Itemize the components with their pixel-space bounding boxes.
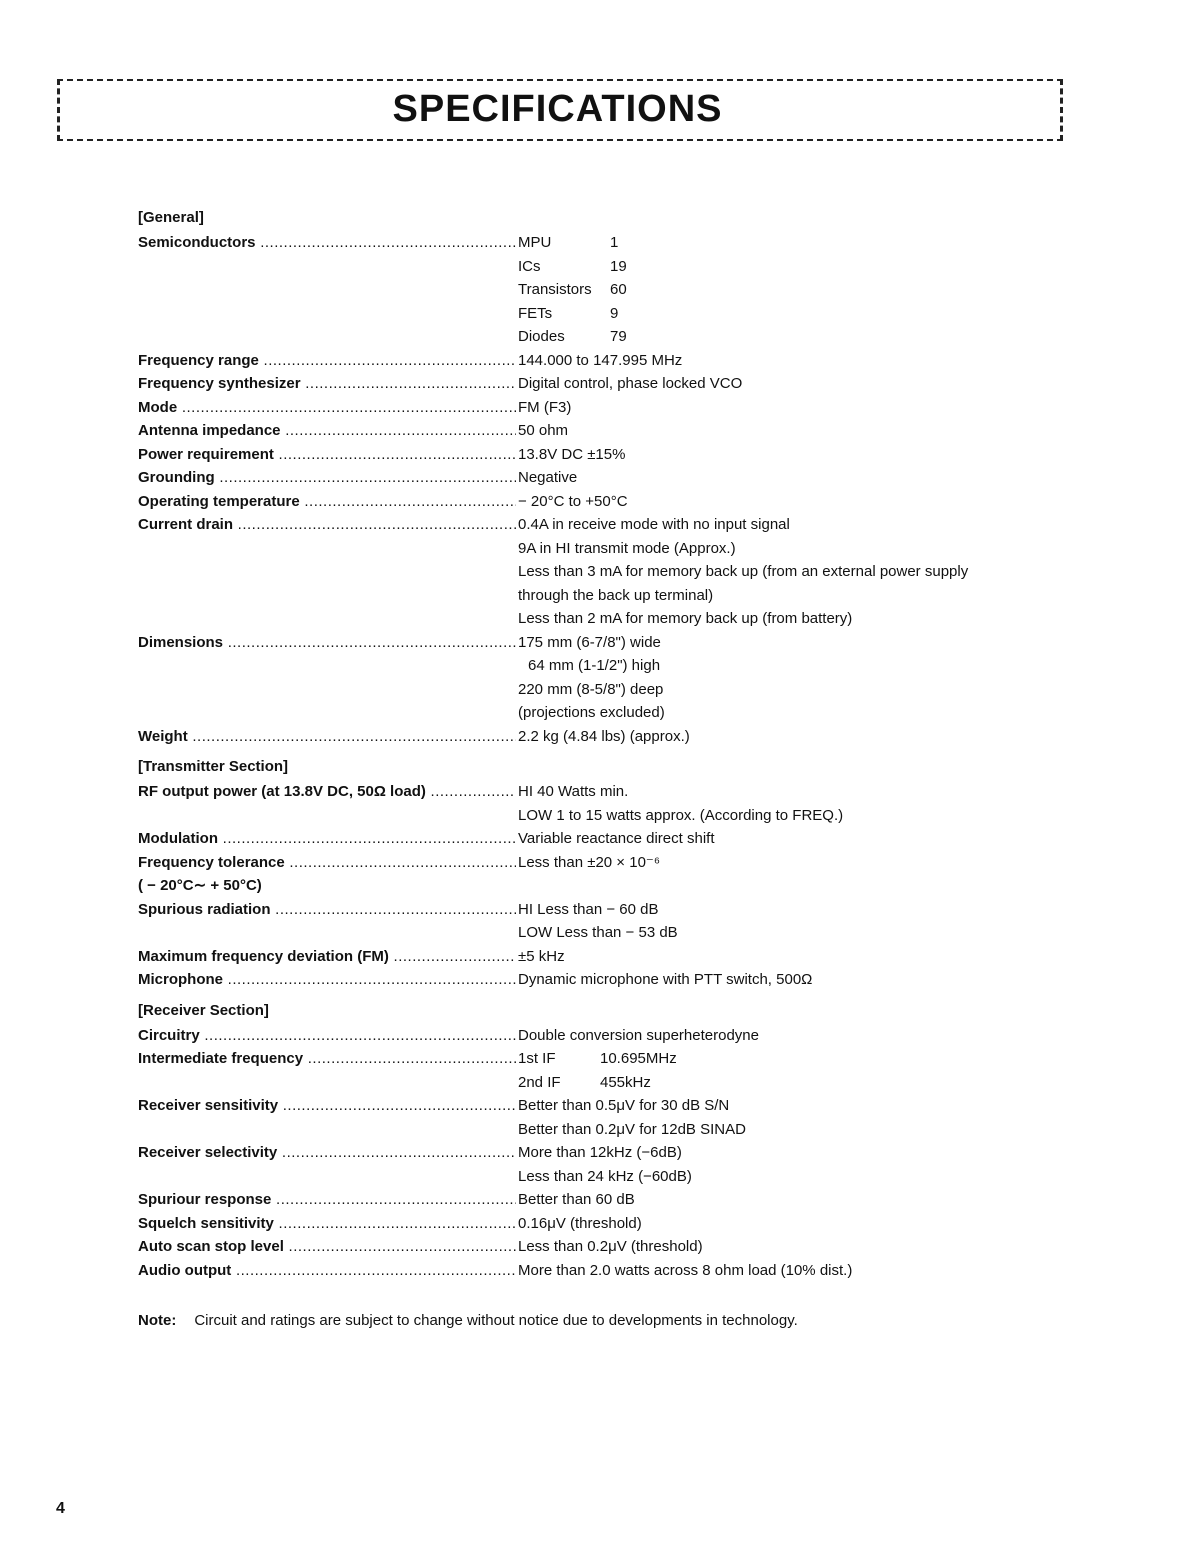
spec-value: 175 mm (6-7/8") wide <box>518 633 661 651</box>
spec-value: 1st IF 10.695MHz <box>518 1050 677 1067</box>
spec-row-continuation <box>138 607 1068 631</box>
spec-value: More than 2.0 watts across 8 ohm load (10% dist.) <box>518 1261 853 1279</box>
spec-label: Spurious radiation ..... <box>138 898 516 922</box>
spec-value: Less than 0.2μV (threshold) <box>518 1238 703 1255</box>
spec-row-rf-output <box>138 780 1068 804</box>
spec-row-spurious-radiation <box>138 898 1068 922</box>
spec-row-semiconductors <box>138 231 1068 255</box>
spec-value: 144.000 to 147.995 MHz <box>518 351 683 369</box>
spec-value: ICs 19 <box>518 257 627 275</box>
spec-value: Less than 2 mA for memory back up (from battery) <box>518 610 853 627</box>
spec-row-continuation <box>138 921 1068 945</box>
spec-row-intermediate-frequency <box>138 1047 1068 1071</box>
spec-label: Frequency range ..... <box>138 349 516 373</box>
spec-row-continuation <box>138 678 1068 702</box>
spec-value: (projections excluded) <box>518 704 665 721</box>
spec-label: Weight ..... <box>138 725 516 749</box>
spec-row-audio-output <box>138 1259 1068 1283</box>
spec-row-continuation <box>138 560 1068 584</box>
spec-value: Diodes 79 <box>518 328 627 345</box>
spec-value: Less than 3 mA for memory back up (from an external power supply <box>518 563 969 580</box>
specifications-list <box>138 205 1068 1282</box>
section-heading-transmitter: [Transmitter Section] <box>138 758 289 775</box>
spec-row-squelch-sensitivity <box>138 1212 1068 1236</box>
spec-row-weight <box>138 725 1068 749</box>
spec-row-continuation <box>138 537 1068 561</box>
spec-row-operating-temperature <box>138 490 1068 514</box>
spec-value: Digital control, phase locked VCO <box>518 375 743 392</box>
spec-row-continuation <box>138 701 1068 725</box>
spec-value: through the back up terminal) <box>518 586 714 604</box>
spec-label: Auto scan stop level ..... <box>138 1235 516 1259</box>
spec-label: Receiver selectivity ..... <box>138 1141 516 1165</box>
spec-label: Power requirement ..... <box>138 443 516 467</box>
spec-value: 220 mm (8-5/8") deep <box>518 680 664 698</box>
spec-row-grounding <box>138 466 1068 490</box>
spec-value: Variable reactance direct shift <box>518 830 715 847</box>
spec-row-continuation <box>138 584 1068 608</box>
spec-sub-label-temperature-range: ( − 20°C∼ + 50°C) <box>138 877 262 894</box>
spec-value: Less than ±20 × 10⁻⁶ <box>518 853 661 871</box>
spec-row-frequency-tolerance <box>138 851 1068 875</box>
spec-value: Less than 24 kHz (−60dB) <box>518 1167 692 1185</box>
page-number: 4 <box>56 1500 65 1517</box>
spec-value: 64 mm (1-1/2") high <box>528 657 661 674</box>
spec-row-max-deviation <box>138 945 1068 969</box>
spec-row-circuitry <box>138 1024 1068 1048</box>
spec-row-current-drain <box>138 513 1068 537</box>
spec-label: Spuriour response ..... <box>138 1188 516 1212</box>
spec-row-auto-scan-stop-level <box>138 1235 1068 1259</box>
spec-value: Better than 0.2μV for 12dB SINAD <box>518 1120 746 1138</box>
spec-row-power-requirement <box>138 443 1068 467</box>
spec-label: Microphone ..... <box>138 968 516 992</box>
section-heading-general: [General] <box>138 209 204 226</box>
spec-label: Intermediate frequency ..... <box>138 1047 516 1071</box>
spec-value: LOW Less than − 53 dB <box>518 924 678 941</box>
spec-value: Negative <box>518 469 578 486</box>
spec-row-continuation <box>138 325 1068 349</box>
spec-label: Mode ..... <box>138 396 516 420</box>
spec-row-dimensions <box>138 631 1068 655</box>
spec-label: Frequency tolerance ..... <box>138 851 516 875</box>
spec-row-continuation <box>138 1118 1068 1142</box>
spec-value: ±5 kHz <box>518 947 565 965</box>
spec-value: 9A in HI transmit mode (Approx.) <box>518 539 736 557</box>
spec-value: More than 12kHz (−6dB) <box>518 1144 682 1161</box>
spec-value: 50 ohm <box>518 422 569 439</box>
spec-value: Transistors 60 <box>518 281 627 298</box>
note-text: Circuit and ratings are subject to change without notice due to developments in technology. <box>194 1312 798 1329</box>
spec-value: HI Less than − 60 dB <box>518 900 659 918</box>
spec-value: Double conversion superheterodyne <box>518 1026 759 1044</box>
spec-label: Dimensions ..... <box>138 631 516 655</box>
spec-label: Receiver sensitivity ..... <box>138 1094 516 1118</box>
spec-row-continuation <box>138 1165 1068 1189</box>
spec-value: FM (F3) <box>518 398 572 416</box>
spec-row-mode <box>138 396 1068 420</box>
spec-label: Circuitry ..... <box>138 1024 516 1048</box>
spec-label: Maximum frequency deviation (FM) ..... <box>138 945 516 969</box>
spec-row-receiver-selectivity <box>138 1141 1068 1165</box>
spec-value: − 20°C to +50°C <box>518 492 628 510</box>
spec-label: Operating temperature ..... <box>138 490 516 514</box>
spec-label: Audio output ..... <box>138 1259 516 1283</box>
spec-value: Better than 0.5μV for 30 dB S/N <box>518 1097 730 1114</box>
spec-row-continuation <box>138 302 1068 326</box>
spec-label: RF output power (at 13.8V DC, 50Ω load) ..... <box>138 780 516 804</box>
spec-row-frequency-synthesizer <box>138 372 1068 396</box>
spec-value: 0.16μV (threshold) <box>518 1214 642 1232</box>
note <box>138 1312 798 1329</box>
spec-row-continuation <box>138 1071 1068 1095</box>
spec-label: Frequency synthesizer ..... <box>138 372 516 396</box>
spec-row-spurious-response <box>138 1188 1068 1212</box>
page-title: SPECIFICATIONS <box>392 88 723 130</box>
note-label: Note: <box>138 1312 177 1329</box>
spec-value: MPU 1 <box>518 234 619 251</box>
spec-value: Dynamic microphone with PTT switch, 500Ω <box>518 971 813 988</box>
spec-value: HI 40 Watts min. <box>518 783 629 800</box>
spec-row-continuation <box>138 255 1068 279</box>
spec-row-modulation <box>138 827 1068 851</box>
spec-label: Squelch sensitivity ..... <box>138 1212 516 1236</box>
spec-row-continuation <box>138 804 1068 828</box>
section-heading-receiver: [Receiver Section] <box>138 1001 269 1019</box>
spec-value: Better than 60 dB <box>518 1191 635 1208</box>
spec-value: FETs 9 <box>518 304 619 322</box>
spec-row-antenna-impedance <box>138 419 1068 443</box>
spec-value: LOW 1 to 15 watts approx. (According to FREQ.) <box>518 806 844 824</box>
spec-row-continuation <box>138 654 1068 678</box>
spec-row-frequency-range <box>138 349 1068 373</box>
spec-label: Semiconductors ..... <box>138 231 516 255</box>
spec-label: Current drain ..... <box>138 513 516 537</box>
spec-value: 0.4A in receive mode with no input signal <box>518 516 790 533</box>
spec-row-continuation <box>138 278 1068 302</box>
spec-label: Grounding ..... <box>138 466 516 490</box>
spec-row-microphone <box>138 968 1068 992</box>
spec-value: 2nd IF 455kHz <box>518 1073 651 1091</box>
spec-label: Modulation ..... <box>138 827 516 851</box>
spec-label: Antenna impedance ..... <box>138 419 516 443</box>
spec-value: 2.2 kg (4.84 lbs) (approx.) <box>518 727 690 745</box>
spec-value: 13.8V DC ±15% <box>518 445 626 463</box>
spec-row-receiver-sensitivity <box>138 1094 1068 1118</box>
